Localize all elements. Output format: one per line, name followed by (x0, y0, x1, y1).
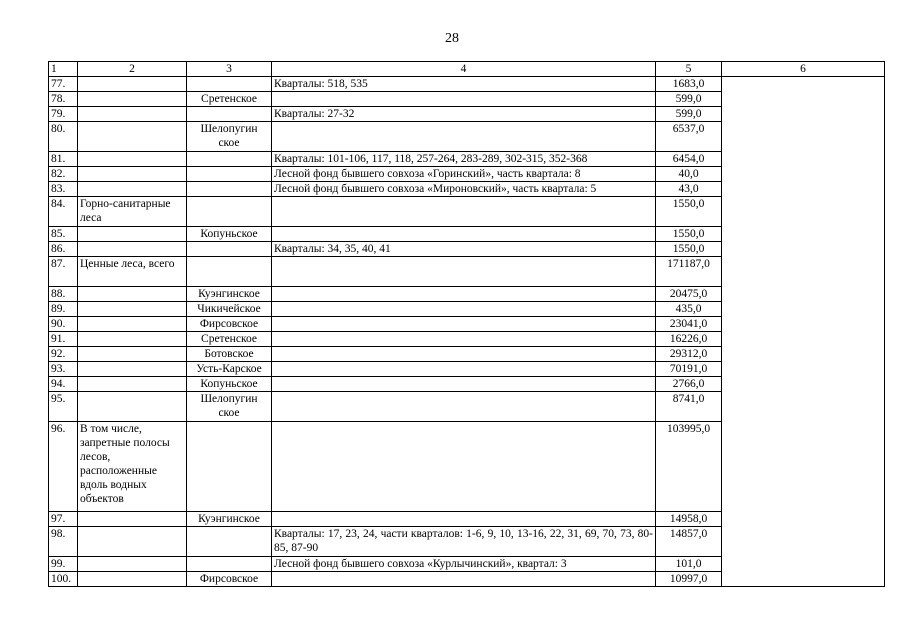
quarters-cell (272, 332, 656, 347)
forestry-cell (187, 107, 272, 122)
forestry-cell: Чикичейское (187, 302, 272, 317)
row-number: 77. (49, 77, 78, 92)
quarters-cell (272, 362, 656, 377)
quarters-cell (272, 257, 656, 287)
area-cell: 435,0 (656, 302, 722, 317)
category-cell (78, 302, 187, 317)
table-header-row (49, 62, 885, 77)
category-cell (78, 512, 187, 527)
row-number: 89. (49, 302, 78, 317)
category-cell (78, 572, 187, 587)
area-cell: 29312,0 (656, 347, 722, 362)
quarters-cell: Лесной фонд бывшего совхоза «Мироновский», часть квартала: 5 (272, 182, 656, 197)
category-cell (78, 167, 187, 182)
row-number: 82. (49, 167, 78, 182)
row-number: 98. (49, 527, 78, 557)
row-number: 87. (49, 257, 78, 287)
area-cell: 1550,0 (656, 227, 722, 242)
quarters-cell (272, 422, 656, 512)
quarters-cell (272, 572, 656, 587)
quarters-cell: Кварталы: 518, 535 (272, 77, 656, 92)
category-cell (78, 347, 187, 362)
header-col-4: 4 (272, 62, 656, 77)
quarters-cell: Кварталы: 27-32 (272, 107, 656, 122)
area-cell: 8741,0 (656, 392, 722, 422)
quarters-cell: Лесной фонд бывшего совхоза «Курлычинский», квартал: 3 (272, 557, 656, 572)
forestry-cell: Куэнгинское (187, 287, 272, 302)
forestry-cell (187, 197, 272, 227)
area-cell: 6454,0 (656, 152, 722, 167)
row-number: 81. (49, 152, 78, 167)
area-cell: 103995,0 (656, 422, 722, 512)
header-col-2: 2 (78, 62, 187, 77)
forestry-cell: Усть-Карское (187, 362, 272, 377)
area-cell: 6537,0 (656, 122, 722, 152)
forestry-cell (187, 167, 272, 182)
area-cell: 14958,0 (656, 512, 722, 527)
area-cell: 599,0 (656, 92, 722, 107)
forestry-cell (187, 77, 272, 92)
row-number: 91. (49, 332, 78, 347)
row-number: 94. (49, 377, 78, 392)
row-number: 90. (49, 317, 78, 332)
category-cell: Ценные леса, всего (78, 257, 187, 287)
table-row (49, 77, 885, 92)
category-cell (78, 362, 187, 377)
row-number: 85. (49, 227, 78, 242)
row-number: 83. (49, 182, 78, 197)
row-number: 99. (49, 557, 78, 572)
category-cell (78, 287, 187, 302)
forestry-cell: Ботовское (187, 347, 272, 362)
category-cell: В том числе, запретные полосы лесов, расположенные вдоль водных объектов (78, 422, 187, 512)
forestry-cell: Копуньское (187, 377, 272, 392)
header-col-3: 3 (187, 62, 272, 77)
category-cell (78, 377, 187, 392)
category-cell (78, 557, 187, 572)
row-number: 93. (49, 362, 78, 377)
forestry-cell: Копуньское (187, 227, 272, 242)
area-cell: 1683,0 (656, 77, 722, 92)
quarters-cell (272, 512, 656, 527)
forestry-cell: Сретенское (187, 92, 272, 107)
category-cell (78, 122, 187, 152)
area-cell: 16226,0 (656, 332, 722, 347)
forestry-cell (187, 557, 272, 572)
category-cell (78, 182, 187, 197)
quarters-cell: Лесной фонд бывшего совхоза «Горинский», часть квартала: 8 (272, 167, 656, 182)
row-number: 96. (49, 422, 78, 512)
area-cell: 1550,0 (656, 242, 722, 257)
quarters-cell (272, 92, 656, 107)
area-cell: 23041,0 (656, 317, 722, 332)
quarters-cell (272, 302, 656, 317)
area-cell: 14857,0 (656, 527, 722, 557)
header-col-5: 5 (656, 62, 722, 77)
area-cell: 40,0 (656, 167, 722, 182)
category-cell: Горно-санитарные леса (78, 197, 187, 227)
forestry-cell (187, 527, 272, 557)
forestry-cell (187, 242, 272, 257)
row-number: 100. (49, 572, 78, 587)
category-cell (78, 317, 187, 332)
category-cell (78, 227, 187, 242)
quarters-cell: Кварталы: 34, 35, 40, 41 (272, 242, 656, 257)
area-cell: 43,0 (656, 182, 722, 197)
area-cell: 1550,0 (656, 197, 722, 227)
quarters-cell (272, 317, 656, 332)
quarters-cell: Кварталы: 17, 23, 24, части кварталов: 1-6, 9, 10, 13-16, 22, 31, 69, 70, 73, 80-85, 87-90 (272, 527, 656, 557)
category-cell (78, 152, 187, 167)
quarters-cell (272, 377, 656, 392)
forestry-cell: Сретенское (187, 332, 272, 347)
header-col-1: 1 (49, 62, 78, 77)
quarters-cell (272, 287, 656, 302)
category-cell (78, 92, 187, 107)
forestry-cell: Фирсовское (187, 317, 272, 332)
quarters-cell (272, 347, 656, 362)
forestry-cell (187, 422, 272, 512)
row-number: 80. (49, 122, 78, 152)
forestry-cell: Куэнгинское (187, 512, 272, 527)
area-cell: 70191,0 (656, 362, 722, 377)
category-cell (78, 107, 187, 122)
forestry-cell (187, 152, 272, 167)
row-number: 86. (49, 242, 78, 257)
page-number: 28 (445, 31, 459, 46)
quarters-cell: Кварталы: 101-106, 117, 118, 257-264, 283-289, 302-315, 352-368 (272, 152, 656, 167)
area-cell: 599,0 (656, 107, 722, 122)
category-cell (78, 332, 187, 347)
forestry-cell: Фирсовское (187, 572, 272, 587)
quarters-cell (272, 227, 656, 242)
row-number: 84. (49, 197, 78, 227)
category-cell (78, 527, 187, 557)
row-number: 95. (49, 392, 78, 422)
area-cell: 10997,0 (656, 572, 722, 587)
category-cell (78, 77, 187, 92)
category-cell (78, 392, 187, 422)
row-number: 78. (49, 92, 78, 107)
area-cell: 20475,0 (656, 287, 722, 302)
area-cell: 2766,0 (656, 377, 722, 392)
quarters-cell (272, 122, 656, 152)
row-number: 79. (49, 107, 78, 122)
quarters-cell (272, 392, 656, 422)
forestry-cell: Шелопугин ское (187, 392, 272, 422)
row-number: 88. (49, 287, 78, 302)
row-number: 92. (49, 347, 78, 362)
forestry-cell (187, 182, 272, 197)
row-number: 97. (49, 512, 78, 527)
area-cell: 171187,0 (656, 257, 722, 287)
area-cell: 101,0 (656, 557, 722, 572)
quarters-cell (272, 197, 656, 227)
forestry-cell (187, 257, 272, 287)
data-table (48, 61, 885, 587)
header-col-6: 6 (722, 62, 885, 77)
category-cell (78, 242, 187, 257)
notes-cell (722, 77, 885, 587)
forestry-cell: Шелопугин ское (187, 122, 272, 152)
